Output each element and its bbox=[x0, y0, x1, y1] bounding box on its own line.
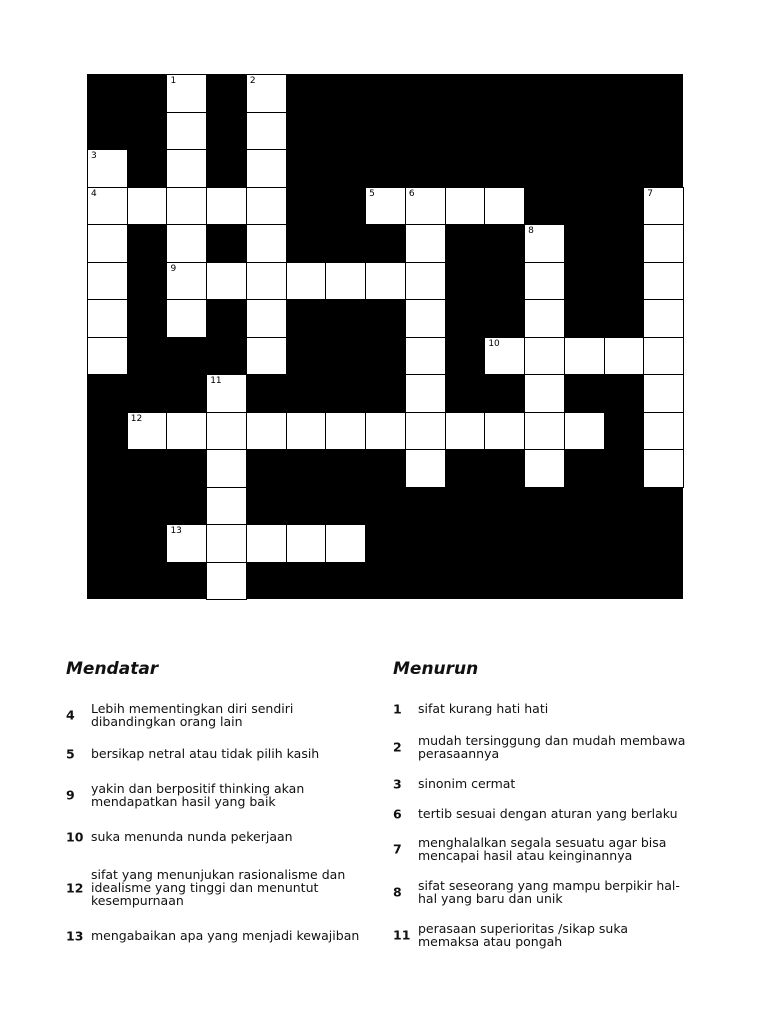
cell-number: 9 bbox=[170, 263, 177, 274]
clue-number: 5 bbox=[66, 746, 75, 761]
grid-cell[interactable] bbox=[524, 412, 565, 451]
grid-cell[interactable] bbox=[643, 374, 684, 413]
grid-cell[interactable] bbox=[325, 524, 366, 563]
grid-cell[interactable] bbox=[246, 112, 287, 151]
grid-cell[interactable] bbox=[365, 412, 406, 451]
grid-cell[interactable] bbox=[484, 337, 525, 376]
grid-cell[interactable] bbox=[643, 337, 684, 376]
across-clues bbox=[66, 658, 366, 942]
grid-cell[interactable] bbox=[87, 337, 128, 376]
down-title: Menurun bbox=[393, 659, 479, 679]
grid-cell[interactable] bbox=[166, 524, 207, 563]
grid-cell[interactable] bbox=[87, 262, 128, 301]
cell-number: 1 bbox=[170, 76, 177, 86]
grid-cell[interactable] bbox=[604, 337, 645, 376]
grid-cell[interactable] bbox=[643, 187, 684, 226]
grid-cell[interactable] bbox=[564, 412, 605, 451]
grid-cell[interactable] bbox=[405, 224, 446, 263]
clue-number: 6 bbox=[393, 806, 402, 821]
grid-cell[interactable] bbox=[87, 187, 128, 226]
grid-cell[interactable] bbox=[166, 187, 207, 226]
grid-cell[interactable] bbox=[405, 412, 446, 451]
across-clue bbox=[66, 830, 366, 843]
clue-number: 12 bbox=[66, 880, 84, 895]
clue-number: 11 bbox=[393, 927, 411, 943]
clue-text: perasaan superioritas /sikap suka memaksa atau pongah bbox=[418, 921, 629, 949]
grid-cell[interactable] bbox=[524, 262, 565, 301]
grid-cell[interactable] bbox=[365, 262, 406, 301]
grid-cell[interactable] bbox=[564, 337, 605, 376]
grid-cell[interactable] bbox=[643, 262, 684, 301]
grid-cell[interactable] bbox=[246, 224, 287, 263]
grid-cell[interactable] bbox=[127, 187, 168, 226]
grid-cell[interactable] bbox=[286, 412, 327, 451]
grid-cell[interactable] bbox=[166, 74, 207, 113]
clue-number: 13 bbox=[66, 928, 84, 943]
down-clue bbox=[393, 836, 693, 862]
clue-number: 7 bbox=[393, 841, 402, 857]
down-clue bbox=[393, 879, 693, 905]
across-clue bbox=[66, 929, 366, 942]
clue-number: 9 bbox=[66, 787, 75, 803]
clue-text: sifat kurang hati hati bbox=[418, 701, 549, 716]
clue-text: mengabaikan apa yang menjadi kewajiban bbox=[91, 928, 360, 943]
cell-number: 2 bbox=[249, 76, 256, 86]
cell-number: 12 bbox=[130, 413, 143, 424]
grid-cell[interactable] bbox=[246, 149, 287, 188]
grid-cell[interactable] bbox=[246, 412, 287, 451]
grid-cell[interactable] bbox=[325, 412, 366, 451]
down-clue-list bbox=[393, 702, 693, 948]
across-title: Mendatar bbox=[66, 659, 159, 679]
across-clue bbox=[66, 782, 366, 808]
grid-cell[interactable] bbox=[643, 224, 684, 263]
clue-text: suka menunda nunda pekerjaan bbox=[91, 829, 293, 844]
grid-cell[interactable] bbox=[484, 187, 525, 226]
grid-cell[interactable] bbox=[405, 299, 446, 338]
grid-cell[interactable] bbox=[206, 412, 247, 451]
grid-cell[interactable] bbox=[87, 149, 128, 188]
clue-number: 3 bbox=[393, 776, 402, 791]
grid-cell[interactable] bbox=[206, 487, 247, 526]
grid-cell[interactable] bbox=[484, 412, 525, 451]
down-clue bbox=[393, 734, 693, 760]
grid-cell[interactable] bbox=[206, 562, 247, 601]
grid-cell[interactable] bbox=[166, 299, 207, 338]
cell-number: 13 bbox=[170, 526, 182, 536]
clue-text: yakin dan berpositif thinking akan mendapatkan hasil yang baik bbox=[91, 781, 305, 809]
grid-cell[interactable] bbox=[246, 262, 287, 301]
clue-text: menghalalkan segala sesuatu agar bisa mencapai hasil atau keinginannya bbox=[418, 835, 667, 863]
across-clue-list bbox=[66, 702, 366, 942]
grid-cell[interactable] bbox=[524, 449, 565, 488]
across-clue bbox=[66, 868, 366, 907]
cell-number: 8 bbox=[528, 226, 534, 236]
crossword-grid bbox=[87, 74, 683, 599]
down-clue bbox=[393, 702, 693, 715]
grid-cell[interactable] bbox=[365, 187, 406, 226]
grid-cell[interactable] bbox=[166, 412, 207, 451]
down-clue bbox=[393, 777, 693, 790]
cell-number: 10 bbox=[488, 338, 500, 349]
clue-text: tertib sesuai dengan aturan yang berlaku bbox=[418, 806, 678, 821]
grid-cell[interactable] bbox=[87, 299, 128, 338]
grid-cell[interactable] bbox=[405, 187, 446, 226]
down-clues bbox=[393, 658, 693, 948]
grid-cell[interactable] bbox=[524, 299, 565, 338]
cell-number: 6 bbox=[408, 188, 415, 199]
grid-cell[interactable] bbox=[246, 74, 287, 113]
grid-cell[interactable] bbox=[643, 449, 684, 488]
cell-number: 11 bbox=[210, 376, 222, 386]
grid-cell[interactable] bbox=[206, 449, 247, 488]
grid-cell[interactable] bbox=[286, 524, 327, 563]
clue-text: bersikap netral atau tidak pilih kasih bbox=[91, 746, 320, 761]
grid-cell[interactable] bbox=[405, 449, 446, 488]
grid-cell[interactable] bbox=[405, 374, 446, 413]
grid-cell[interactable] bbox=[524, 337, 565, 376]
grid-cell[interactable] bbox=[206, 524, 247, 563]
grid-cell[interactable] bbox=[166, 149, 207, 188]
clue-text: Lebih mementingkan diri sendiri dibandingkan orang lain bbox=[91, 701, 294, 729]
grid-cell[interactable] bbox=[246, 337, 287, 376]
grid-cell[interactable] bbox=[246, 524, 287, 563]
grid-cell[interactable] bbox=[524, 224, 565, 263]
cell-number: 5 bbox=[369, 188, 375, 199]
cell-number: 7 bbox=[647, 188, 653, 199]
grid-cell[interactable] bbox=[166, 112, 207, 151]
grid-cell[interactable] bbox=[246, 187, 287, 226]
across-clue bbox=[66, 747, 366, 760]
grid-cell[interactable] bbox=[166, 262, 207, 301]
grid-cell[interactable] bbox=[246, 299, 287, 338]
grid-cell[interactable] bbox=[445, 412, 486, 451]
clue-text: mudah tersinggung dan mudah membawa perasaannya bbox=[418, 733, 686, 761]
clue-text: sinonim cermat bbox=[418, 776, 516, 791]
clue-text: sifat seseorang yang mampu berpikir hal-hal yang baru dan unik bbox=[418, 878, 680, 906]
grid-cell[interactable] bbox=[166, 224, 207, 263]
down-clue bbox=[393, 922, 693, 948]
clue-number: 4 bbox=[66, 707, 75, 723]
grid-cell[interactable] bbox=[206, 262, 247, 301]
grid-cell[interactable] bbox=[405, 337, 446, 376]
grid-cell[interactable] bbox=[643, 412, 684, 451]
grid-cell[interactable] bbox=[405, 262, 446, 301]
grid-cell[interactable] bbox=[445, 187, 486, 226]
clue-text: sifat yang menunjukan rasionalisme dan idealisme yang tinggi dan menuntut kesempurnaan bbox=[91, 867, 346, 908]
grid-cell[interactable] bbox=[206, 374, 247, 413]
grid-cell[interactable] bbox=[127, 412, 168, 451]
grid-cell[interactable] bbox=[286, 262, 327, 301]
grid-cell[interactable] bbox=[87, 224, 128, 263]
down-clue bbox=[393, 807, 693, 820]
clue-number: 10 bbox=[66, 829, 84, 844]
clue-number: 2 bbox=[393, 739, 402, 755]
grid-cell[interactable] bbox=[643, 299, 684, 338]
grid-cell[interactable] bbox=[524, 374, 565, 413]
clue-number: 1 bbox=[393, 701, 402, 716]
clue-number: 8 bbox=[393, 884, 402, 900]
grid-cell[interactable] bbox=[325, 262, 366, 301]
cell-number: 3 bbox=[91, 151, 97, 161]
grid-cell[interactable] bbox=[206, 187, 247, 226]
cell-number: 4 bbox=[91, 188, 97, 199]
across-clue bbox=[66, 702, 366, 728]
